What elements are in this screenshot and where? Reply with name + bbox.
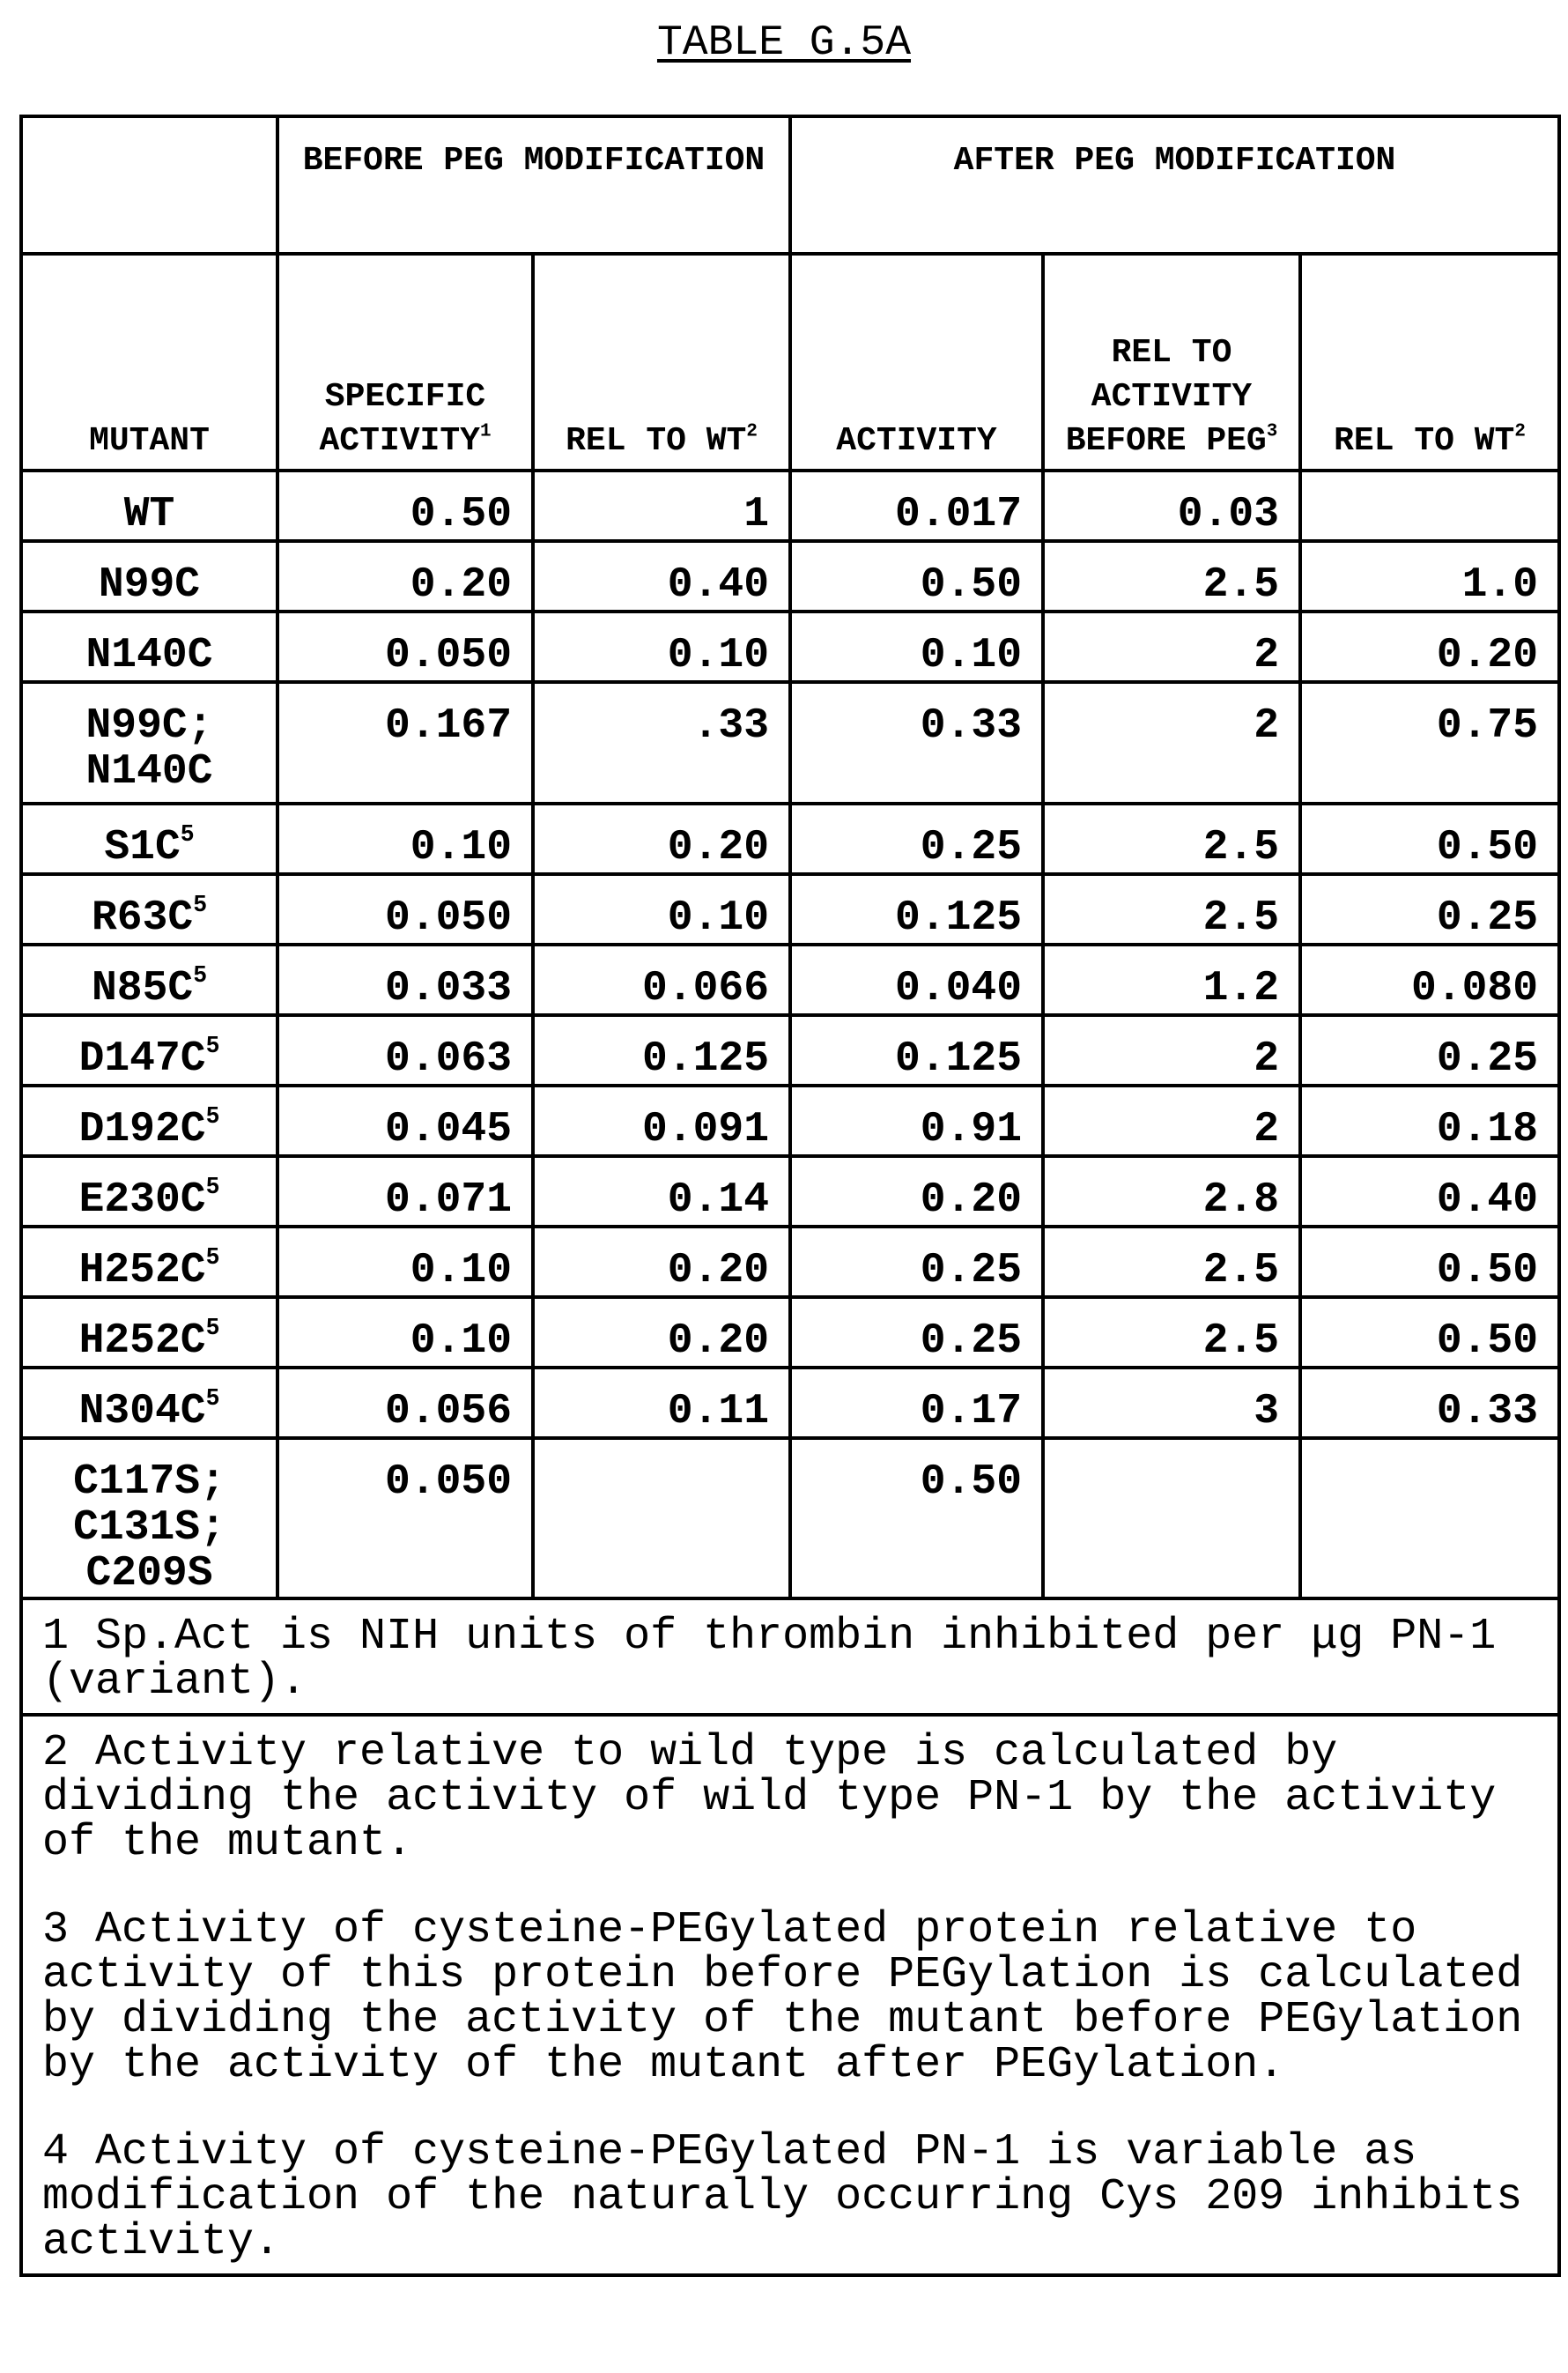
value-cell: 0.33 <box>790 682 1043 804</box>
table-row <box>21 804 1559 874</box>
mutant-cell <box>21 1368 277 1438</box>
footnote-ref: 5 <box>206 1103 220 1130</box>
value-cell <box>533 1438 790 1598</box>
footnote-2: 2 Activity relative to wild type is calculated by dividing the activity of wild type PN-1 by the activity of the mutant. <box>42 1731 1538 1865</box>
footnote-ref: 5 <box>206 1315 220 1341</box>
table-row <box>21 1368 1559 1438</box>
column-header <box>277 254 533 471</box>
value-cell: 0.050 <box>277 612 533 682</box>
column-header-label: REL TO WT <box>1334 422 1514 460</box>
header-column-row <box>21 254 1559 471</box>
value-cell: 0.10 <box>533 874 790 945</box>
value-cell: 0.20 <box>277 541 533 612</box>
value-cell: 0.25 <box>790 1297 1043 1368</box>
data-table <box>19 115 1561 2277</box>
value-cell: 0.20 <box>533 1297 790 1368</box>
footnote-ref: 5 <box>206 1033 220 1059</box>
value-cell: 0.056 <box>277 1368 533 1438</box>
table-row <box>21 874 1559 945</box>
value-cell: 0.75 <box>1300 682 1559 804</box>
header-before-peg: BEFORE PEG MODIFICATION <box>277 116 790 254</box>
value-cell: 0.20 <box>1300 612 1559 682</box>
value-cell: 0.050 <box>277 874 533 945</box>
value-cell <box>1300 471 1559 541</box>
table-row <box>21 1156 1559 1227</box>
mutant-cell <box>21 1438 277 1598</box>
table-row <box>21 1438 1559 1598</box>
mutant-name: H252C <box>79 1247 206 1294</box>
value-cell <box>1043 1438 1300 1598</box>
footnote-ref: 3 <box>1267 421 1278 441</box>
value-cell: 0.40 <box>533 541 790 612</box>
value-cell: 0.10 <box>533 612 790 682</box>
value-cell: 0.091 <box>533 1086 790 1156</box>
mutant-name: N304C <box>79 1388 206 1435</box>
footnote-ref: 5 <box>206 1244 220 1271</box>
footnote-row-1 <box>21 1598 1559 1715</box>
value-cell: 2.5 <box>1043 541 1300 612</box>
mutant-name: D147C <box>79 1035 206 1083</box>
table-row <box>21 1015 1559 1086</box>
value-cell: 0.20 <box>533 1227 790 1297</box>
value-cell: 0.25 <box>1300 1015 1559 1086</box>
value-cell: 0.080 <box>1300 945 1559 1015</box>
value-cell: 0.20 <box>790 1156 1043 1227</box>
value-cell: 0.91 <box>790 1086 1043 1156</box>
value-cell: 2.5 <box>1043 1297 1300 1368</box>
value-cell: 0.25 <box>790 804 1043 874</box>
mutant-cell <box>21 1227 277 1297</box>
footnote-text: 1 Sp.Act is NIH units of thrombin inhibited per μg PN-1 (variant). <box>42 1614 1538 1704</box>
footnote-ref: 5 <box>193 962 207 989</box>
column-header <box>1300 254 1559 471</box>
value-cell: 0.017 <box>790 471 1043 541</box>
value-cell: 2.5 <box>1043 804 1300 874</box>
value-cell: 0.50 <box>790 1438 1043 1598</box>
column-header-label: SPECIFIC ACTIVITY <box>320 378 486 460</box>
value-cell: 2 <box>1043 612 1300 682</box>
value-cell: 1.0 <box>1300 541 1559 612</box>
value-cell: 2 <box>1043 1015 1300 1086</box>
value-cell <box>1300 1438 1559 1598</box>
mutant-name: N140C <box>85 632 212 679</box>
value-cell: 0.14 <box>533 1156 790 1227</box>
value-cell: 0.18 <box>1300 1086 1559 1156</box>
mutant-cell <box>21 874 277 945</box>
value-cell: 0.10 <box>277 1297 533 1368</box>
mutant-name: S1C <box>104 824 180 871</box>
mutant-name: C117S; C131S; C209S <box>73 1458 226 1598</box>
table-row <box>21 945 1559 1015</box>
column-header <box>21 254 277 471</box>
value-cell: 2.8 <box>1043 1156 1300 1227</box>
mutant-cell <box>21 945 277 1015</box>
column-header <box>1043 254 1300 471</box>
mutant-cell <box>21 1015 277 1086</box>
value-cell: 2 <box>1043 682 1300 804</box>
header-group-row <box>21 116 1559 254</box>
value-cell: 0.071 <box>277 1156 533 1227</box>
table-row <box>21 612 1559 682</box>
mutant-cell <box>21 682 277 804</box>
value-cell: 1.2 <box>1043 945 1300 1015</box>
mutant-name: N99C; N140C <box>85 702 212 796</box>
table-body <box>21 471 1559 1598</box>
header-blank <box>21 116 277 254</box>
value-cell: 0.066 <box>533 945 790 1015</box>
value-cell: 0.25 <box>1300 874 1559 945</box>
value-cell: 0.17 <box>790 1368 1043 1438</box>
value-cell: 0.40 <box>1300 1156 1559 1227</box>
footnote-ref: 5 <box>181 821 195 848</box>
value-cell: 0.167 <box>277 682 533 804</box>
mutant-name: R63C <box>92 894 193 942</box>
value-cell: 2.5 <box>1043 874 1300 945</box>
mutant-cell <box>21 1297 277 1368</box>
value-cell: 2.5 <box>1043 1227 1300 1297</box>
value-cell: 0.20 <box>533 804 790 874</box>
column-header-label: MUTANT <box>89 422 210 460</box>
mutant-name: WT <box>124 491 175 538</box>
value-cell: 0.10 <box>277 1227 533 1297</box>
value-cell: 0.50 <box>1300 1227 1559 1297</box>
value-cell: 0.125 <box>790 1015 1043 1086</box>
mutant-name: H252C <box>79 1317 206 1365</box>
table-row <box>21 1297 1559 1368</box>
value-cell: 0.040 <box>790 945 1043 1015</box>
column-header-label: ACTIVITY <box>836 422 996 460</box>
value-cell: 0.10 <box>790 612 1043 682</box>
value-cell: 0.03 <box>1043 471 1300 541</box>
value-cell: 2 <box>1043 1086 1300 1156</box>
footnote-3: 3 Activity of cysteine-PEGylated protein relative to activity of this protein before PEGylation is calculated by dividing the activity of the mutant before PEGylation by the activity of the mutant after PEGylation. <box>42 1908 1538 2087</box>
value-cell: 1 <box>533 471 790 541</box>
table-row <box>21 471 1559 541</box>
footnote-ref: 5 <box>193 892 207 918</box>
value-cell: 0.045 <box>277 1086 533 1156</box>
value-cell: 0.50 <box>1300 804 1559 874</box>
column-header-label: REL TO ACTIVITY BEFORE PEG <box>1066 334 1267 460</box>
mutant-cell <box>21 804 277 874</box>
header-after-peg: AFTER PEG MODIFICATION <box>790 116 1559 254</box>
footnote-ref: 2 <box>746 421 758 441</box>
mutant-cell <box>21 541 277 612</box>
footnote-4: 4 Activity of cysteine-PEGylated PN-1 is variable as modification of the naturally occurring Cys 209 inhibits activity. <box>42 2130 1538 2265</box>
table-row <box>21 541 1559 612</box>
footnote-ref: 5 <box>206 1385 220 1412</box>
table-row <box>21 1086 1559 1156</box>
value-cell: 0.50 <box>1300 1297 1559 1368</box>
table-title: TABLE G.5A <box>0 19 1568 67</box>
value-cell: 0.033 <box>277 945 533 1015</box>
mutant-name: E230C <box>79 1176 206 1224</box>
value-cell: 0.10 <box>277 804 533 874</box>
footnote-ref: 2 <box>1514 421 1526 441</box>
value-cell: 0.125 <box>790 874 1043 945</box>
column-header <box>790 254 1043 471</box>
value-cell: 0.50 <box>277 471 533 541</box>
table-row <box>21 1227 1559 1297</box>
mutant-cell <box>21 1156 277 1227</box>
value-cell: 0.25 <box>790 1227 1043 1297</box>
value-cell: 0.050 <box>277 1438 533 1598</box>
value-cell: 0.125 <box>533 1015 790 1086</box>
footnote-row-2 <box>21 1715 1559 2275</box>
value-cell: 0.33 <box>1300 1368 1559 1438</box>
value-cell: .33 <box>533 682 790 804</box>
column-header-label: REL TO WT <box>566 422 746 460</box>
footnote-ref: 1 <box>480 421 492 441</box>
table-row <box>21 682 1559 804</box>
value-cell: 0.063 <box>277 1015 533 1086</box>
column-header <box>533 254 790 471</box>
mutant-name: D192C <box>79 1106 206 1153</box>
footnote-ref: 5 <box>206 1174 220 1200</box>
mutant-name: N99C <box>99 561 200 609</box>
footnotes-2-4 <box>21 1715 1559 2275</box>
value-cell: 0.50 <box>790 541 1043 612</box>
mutant-name: N85C <box>92 965 193 1012</box>
mutant-cell <box>21 612 277 682</box>
value-cell: 3 <box>1043 1368 1300 1438</box>
mutant-cell <box>21 471 277 541</box>
value-cell: 0.11 <box>533 1368 790 1438</box>
mutant-cell <box>21 1086 277 1156</box>
footnote-1 <box>21 1598 1559 1715</box>
